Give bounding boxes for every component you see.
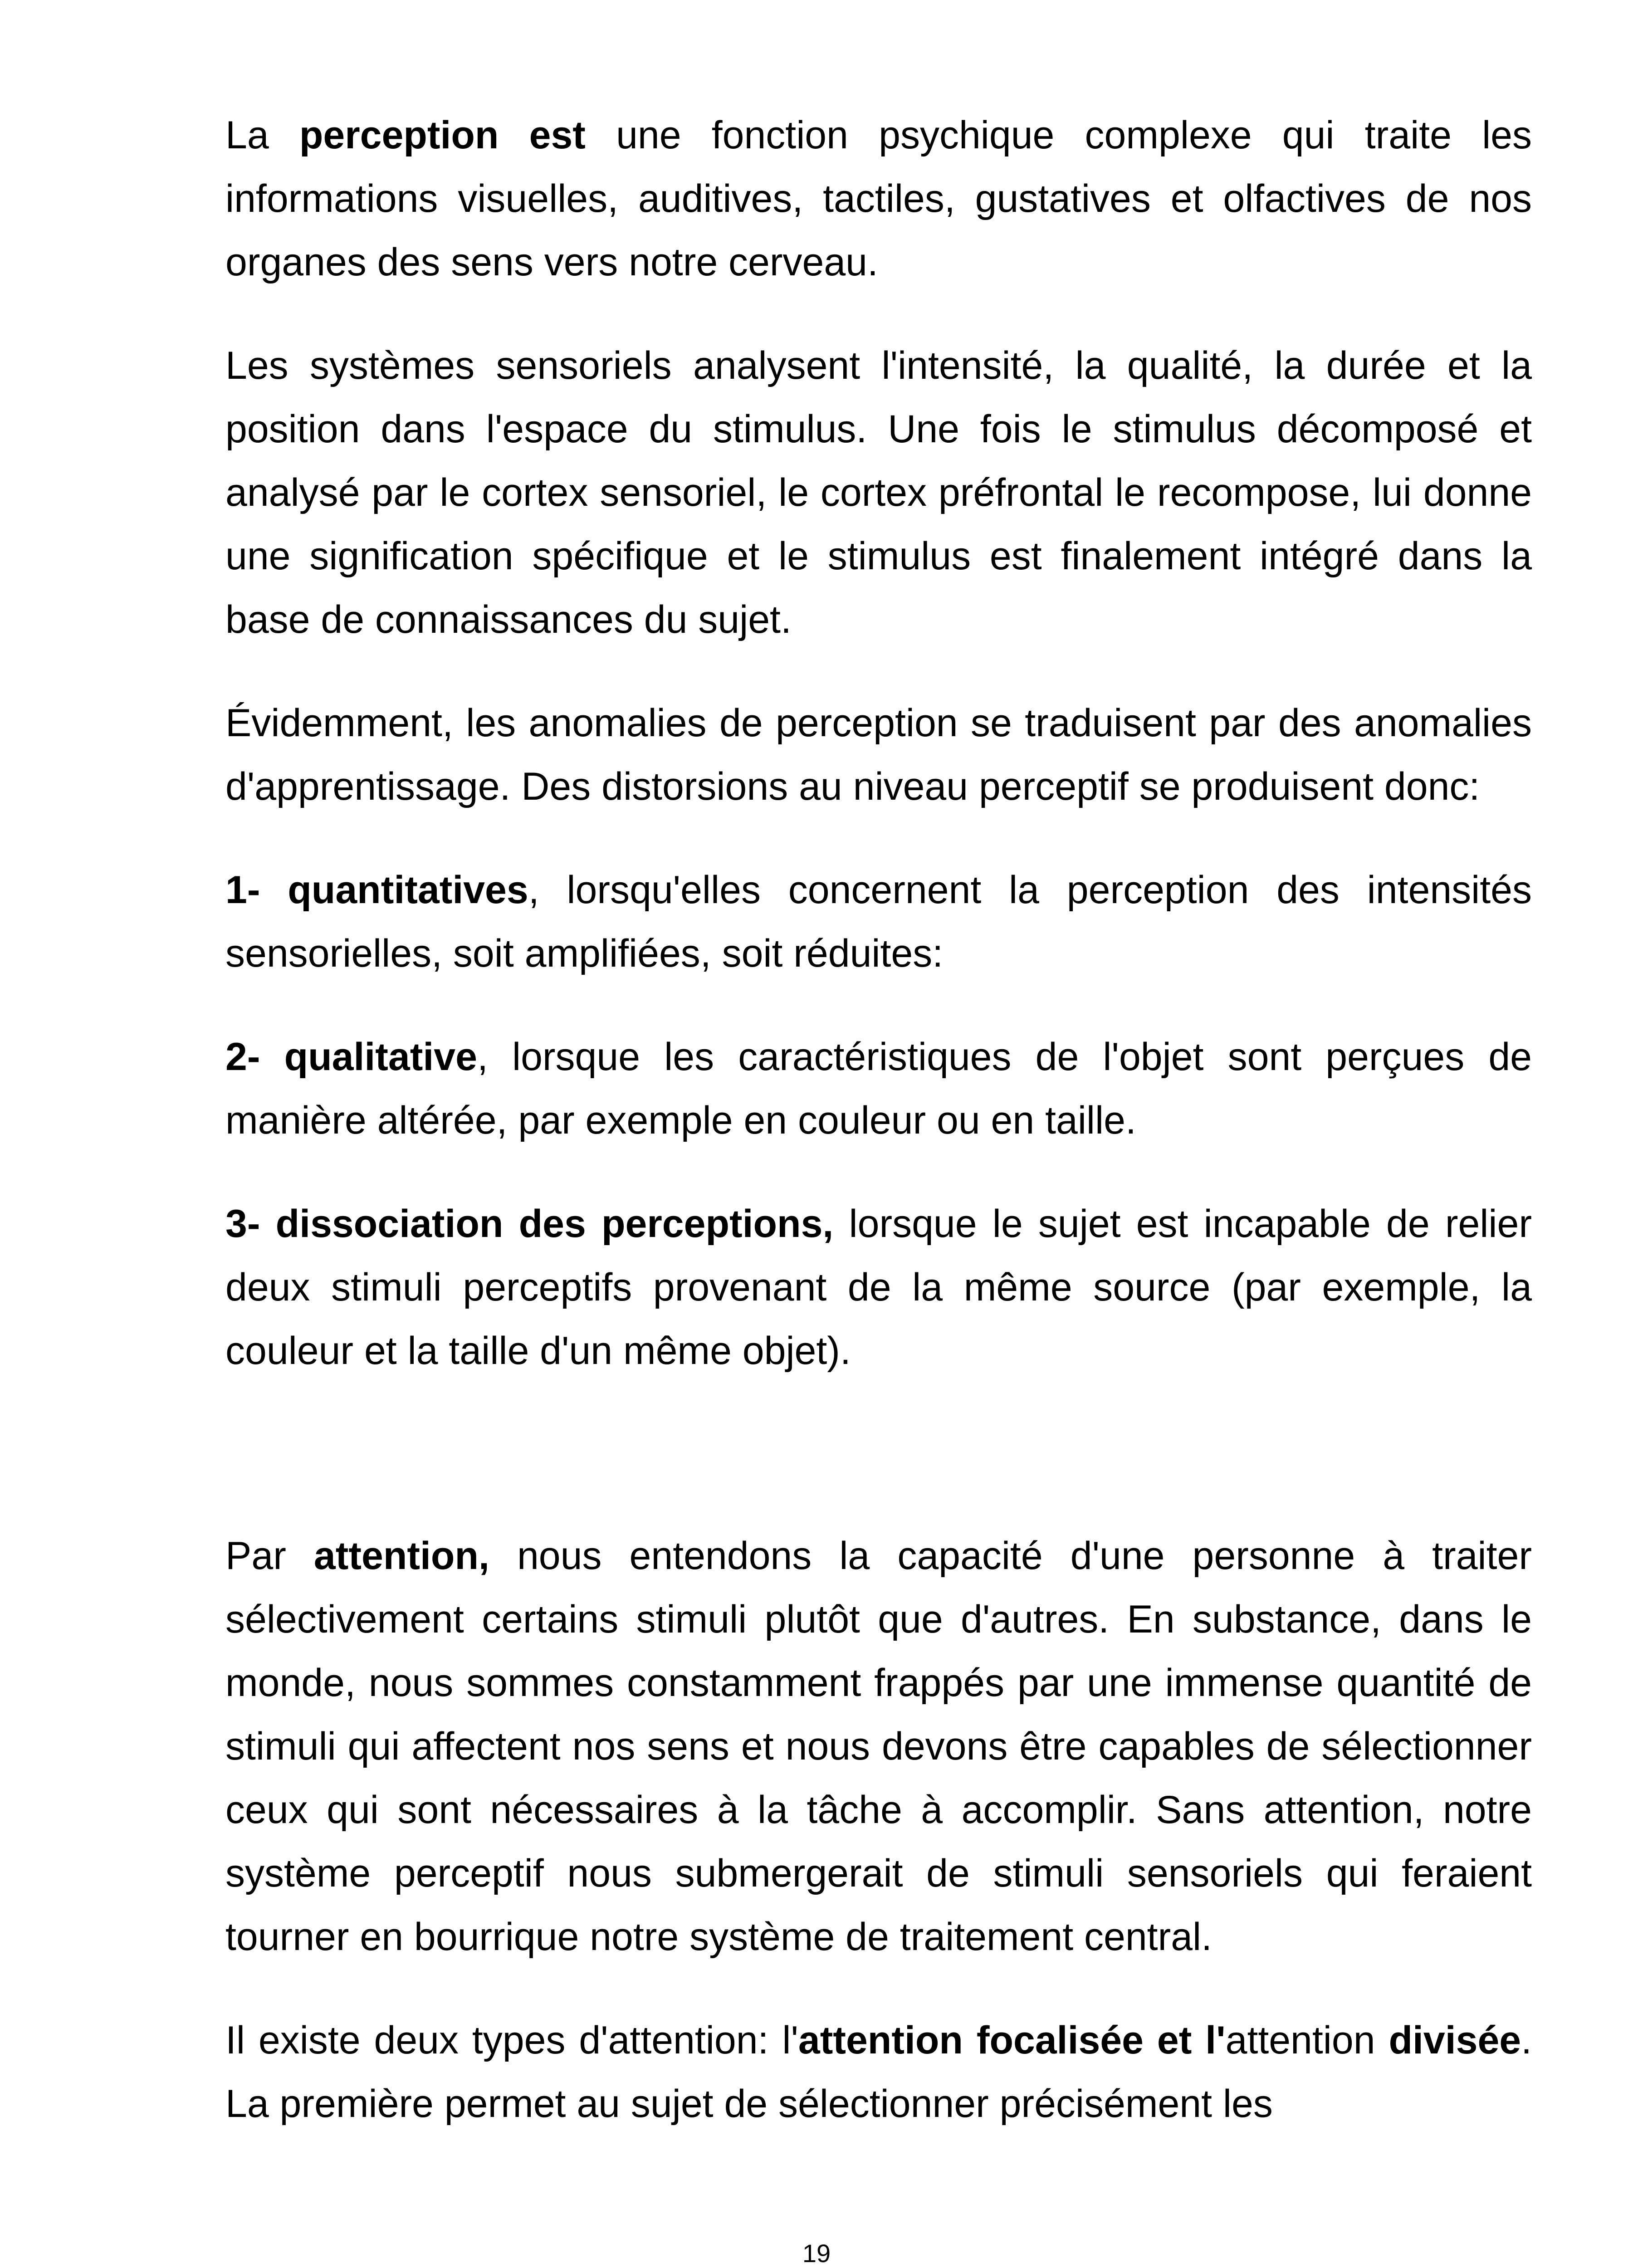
bold-term-focused-attention: attention focalisée et l' [798,2019,1226,2062]
text-segment: , lorsque les caractéristiques de l'objet sont perçues de manière altérée, par exemple en couleur ou en taille. [225,1035,1532,1142]
page-body [225,103,1532,2175]
paragraph-attention-types [225,2009,1532,2136]
paragraph-perception-definition [225,103,1532,294]
paragraph-sensory-systems [225,334,1532,651]
paragraph-item-qualitative [225,1025,1532,1152]
paragraph-item-dissociation [225,1192,1532,1383]
paragraph-attention-definition [225,1524,1532,1969]
bold-term-divided: divisée [1389,2019,1521,2062]
text-segment: La [225,113,299,157]
bold-term-qualitative: 2- qualitative [225,1035,477,1079]
bold-term-quantitatives: 1- quantitatives [225,868,528,912]
bold-term-attention: attention, [313,1534,489,1578]
bold-term-perception: perception est [299,113,586,157]
text-segment: attention [1225,2019,1389,2062]
page-number: 19 [802,2239,831,2268]
text-segment: . La première permet au sujet de sélectionner précisément les [225,2019,1532,2126]
paragraph-item-quantitative [225,858,1532,985]
text-segment: une fonction psychique complexe qui traite les informations visuelles, auditives, tactiles, gustatives et olfactives de nos organes des sens vers notre cerveau. [225,113,1532,284]
text-segment: nous entendons la capacité d'une personne à traiter sélectivement certains stimuli plutôt que d'autres. En substance, dans le monde, nous sommes constamment frappés par une immense quantité de stimuli qui affectent nos sens et nous devons être capables de sélectionner ceux qui sont nécessaires à la tâche à accomplir. Sans attention, notre système perceptif nous submergerait de stimuli sensoriels qui feraient tourner en bourrique notre système de traitement central. [225,1534,1532,1959]
bold-term-dissociation: 3- dissociation des perceptions, [225,1202,834,1246]
text-segment: Les systèmes sensoriels analysent l'intensité, la qualité, la durée et la position dans l'espace du stimulus. Une fois le stimulus décomposé et analysé par le cortex sensoriel, le cortex préfrontal le recompose, lui donne une signification spécifique et le stimulus est finalement intégré dans la base de connaissances du sujet. [225,344,1532,641]
text-segment: Évidemment, les anomalies de perception se traduisent par des anomalies d'apprentissage. Des distorsions au niveau perceptif se produisent donc: [225,701,1532,808]
text-segment: lorsque le sujet est incapable de relier deux stimuli perceptifs provenant de la même source (par exemple, la couleur et la taille d'un même objet). [225,1202,1532,1373]
text-segment: , lorsqu'elles concernent la perception des intensités sensorielles, soit amplifiées, soit réduites: [225,868,1532,975]
text-segment: Il existe deux types d'attention: l' [225,2019,798,2062]
paragraph-perception-anomalies [225,691,1532,818]
text-segment: Par [225,1534,314,1578]
